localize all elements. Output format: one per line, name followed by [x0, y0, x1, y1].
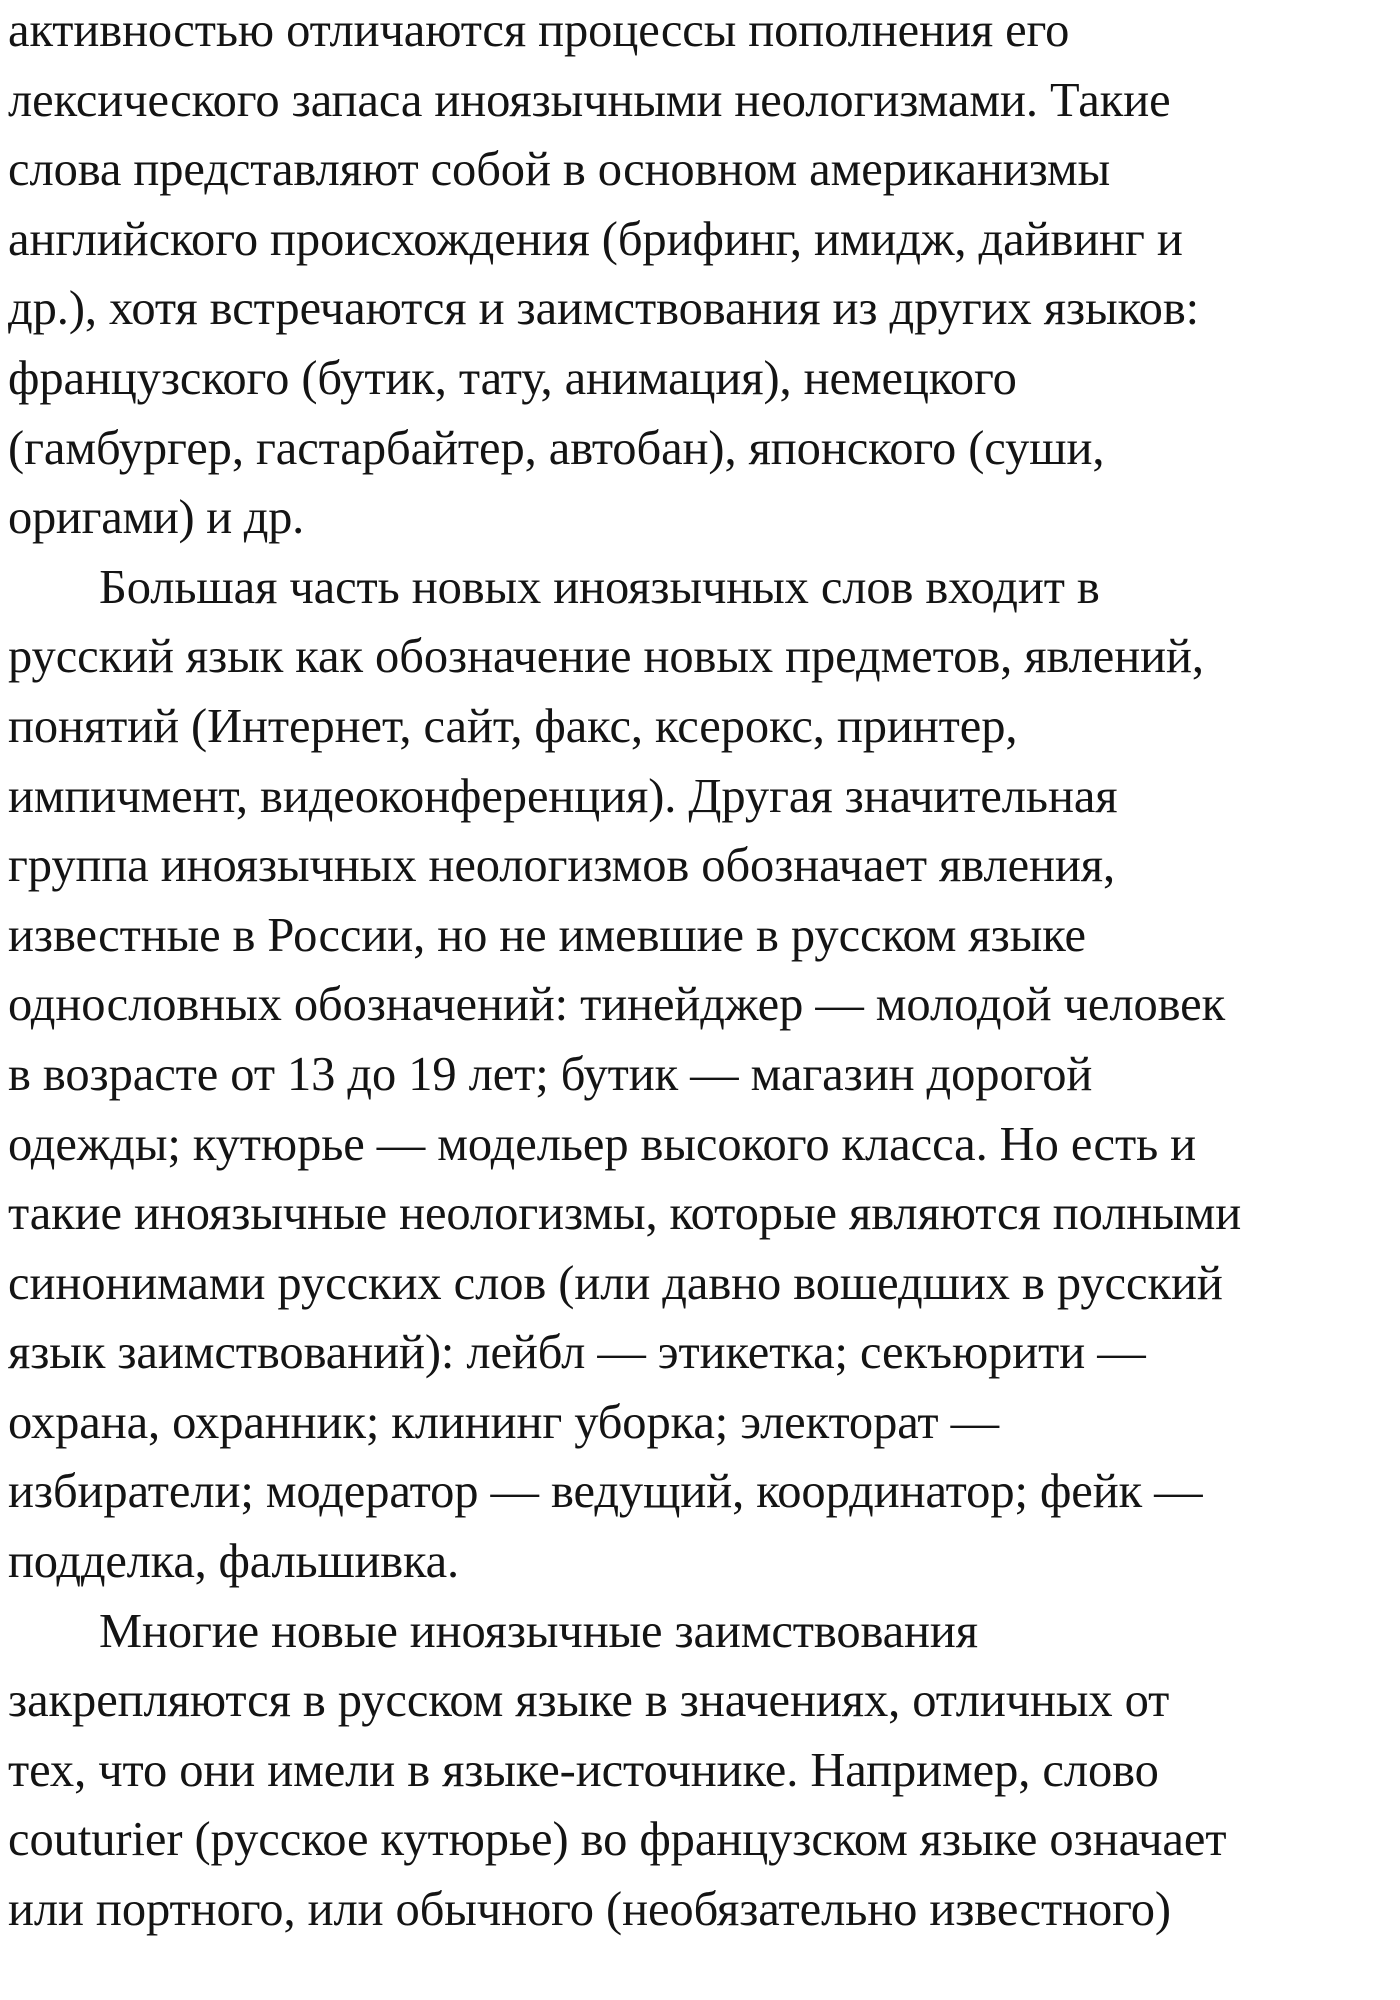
text-line: оригами) и др. — [8, 491, 304, 545]
text-line: (гамбургер, гастарбайтер, автобан), японского (суши, — [8, 421, 1105, 475]
text-line: couturier (русское кутюрье) во французском языке означает — [8, 1813, 1227, 1867]
text-line: или портного, или обычного (необязательно известного) — [8, 1883, 1171, 1937]
text-line: русский язык как обозначение новых предметов, явлений, — [8, 630, 1204, 684]
text-line: активностью отличаются процессы пополнения его — [8, 4, 1070, 57]
text-line: Большая часть новых иноязычных слов входит в — [99, 560, 1100, 614]
text-line: известные в России, но не имевшие в русском языке — [8, 908, 1086, 962]
text-line: Многие новые иноязычные заимствования — [99, 1604, 978, 1658]
text-line: закрепляются в русском языке в значениях, отличных от — [8, 1674, 1170, 1728]
text-line: лексического запаса иноязычными неологизмами. Такие — [8, 73, 1171, 127]
text-line: одежды; кутюрье — модельер высокого класса. Но есть и — [8, 1117, 1197, 1171]
text-line: подделка, фальшивка. — [8, 1535, 459, 1589]
text-line: слова представляют собой в основном американизмы — [8, 143, 1111, 197]
text-line: английского происхождения (брифинг, имидж, дайвинг и — [8, 212, 1183, 266]
document-text — [8, 0, 1400, 1945]
text-line: избиратели; модератор — ведущий, координатор; фейк — — [8, 1465, 1203, 1519]
text-line: импичмент, видеоконференция). Другая значительная — [8, 769, 1118, 823]
text-line: синонимами русских слов (или давно вошедших в русский — [8, 1256, 1223, 1310]
text-line: в возрасте от 13 до 19 лет; бутик — магазин дорогой — [8, 1047, 1093, 1101]
text-line: понятий (Интернет, сайт, факс, ксерокс, принтер, — [8, 699, 1018, 753]
text-line: такие иноязычные неологизмы, которые являются полными — [8, 1187, 1242, 1241]
text-line: французского (бутик, тату, анимация), немецкого — [8, 351, 1017, 405]
text-line: тех, что они имели в языке-источнике. Например, слово — [8, 1743, 1159, 1797]
text-line: однословных обозначений: тинейджер — молодой человек — [8, 978, 1226, 1032]
text-line: язык заимствований): лейбл — этикетка; секъюрити — — [8, 1326, 1146, 1380]
text-line: др.), хотя встречаются и заимствования из других языков: — [8, 282, 1200, 336]
text-line: группа иноязычных неологизмов обозначает явления, — [8, 839, 1116, 893]
text-line: охрана, охранник; клининг уборка; электорат — — [8, 1395, 999, 1449]
